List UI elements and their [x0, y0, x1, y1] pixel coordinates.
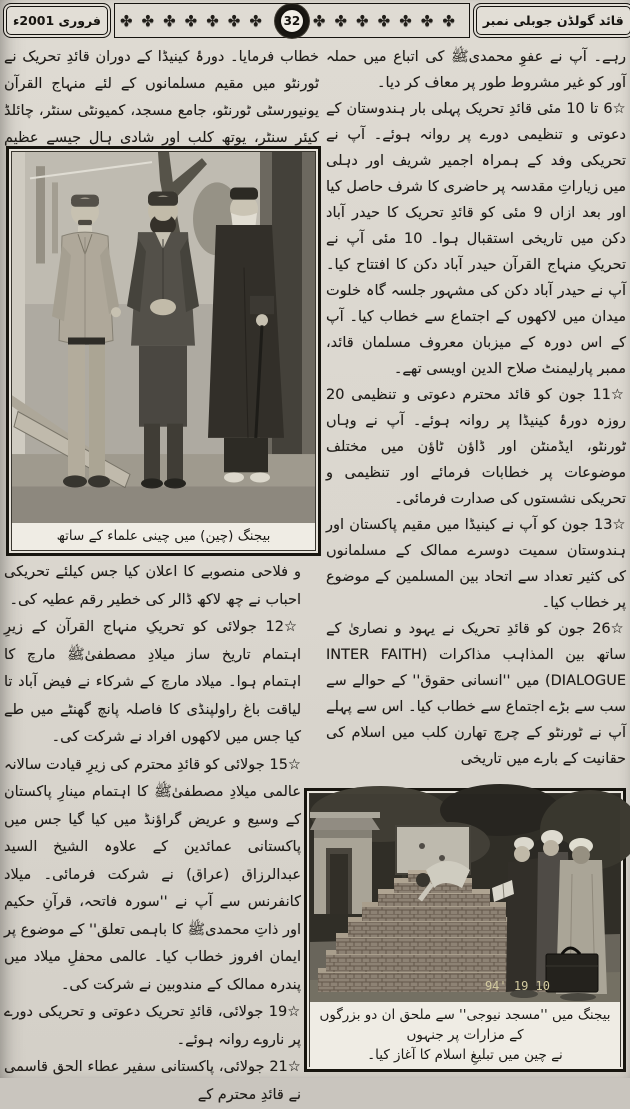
paragraph: و فلاحی منصوبے کا اعلان کیا جس کیلئے تحریکی احباب نے چھ لاکھ ڈالر کی خطیر رقم عطیہ کی۔ — [4, 564, 301, 608]
issue-date-box — [3, 3, 111, 38]
photo-niujie-tombs-frame — [304, 788, 626, 1072]
paragraph: ☆11 جون کو قائد محترم دعوتی و تنظیمی 20 روزہ دورۂ کینیڈا پر روانہ ہوئے۔ آپ نے وہاں ٹورنٹو، ایڈمنٹن اور ڈاؤن ٹاؤن میں مختلف موضوعات پر خطابات فرمائے اور تنظیمی و تحریکی نشستوں کی صدارت فرمائی۔ — [326, 387, 627, 507]
page-header — [3, 3, 627, 38]
paragraph: ☆21 جولائی، پاکستانی سفیر عطاء الحق قاسمی نے قائدِ محترم کے — [4, 1059, 301, 1103]
photo-niujie-tombs-inner — [309, 793, 621, 1067]
left-column-body — [4, 559, 302, 1103]
photo-niujie-tombs — [310, 794, 620, 1002]
photo2-caption-line2: نے چین میں تبلیغِ اسلام کا آغاز کیا۔ — [367, 1047, 563, 1063]
paragraph: رہے۔ آپ نے عفوِ محمدیﷺ کی اتباع میں حملہ آور کو غیر مشروط طور پر معاف کر دیا۔ — [326, 49, 626, 91]
paragraph: ☆12 جولائی کو تحریکِ منہاج القرآن کے زیرِ اہتمام تاریخ ساز میلادِ مصطفیٰﷺ مارچ کا اہتمام ہوا۔ میلاد مارچ کے شرکاء نے فیض آباد تا لیاقت باغ راولپنڈی کا فاصلہ پانچ گھنٹے میں طے کیا جس میں لاکھوں افراد نے شرکت کی۔ — [4, 619, 301, 745]
issue-date-label: فروری 2001ء — [13, 13, 101, 28]
edition-title-label: قائد گولڈن جوبلی نمبر — [482, 13, 624, 28]
date-stamp: 10 19 '94 — [484, 979, 550, 993]
photo2-caption-line1: بیجنگ میں ''مسجد نیوجی'' سے ملحق ان دو بزرگوں کے مزارات پر جنہوں — [319, 1007, 611, 1043]
page-number-badge: 32 — [279, 8, 305, 34]
photo-beijing-scholars-inner — [11, 151, 316, 551]
photo-beijing-scholars — [12, 152, 315, 523]
ornament-row-right: ✤✤✤✤✤✤✤ — [312, 11, 464, 30]
left-column-intro — [4, 44, 319, 145]
ornament-band — [114, 3, 470, 38]
edition-title-box — [473, 3, 630, 38]
photo2-caption — [310, 1002, 620, 1069]
photo-beijing-scholars-frame — [6, 146, 321, 556]
paragraph: ☆6 تا 10 مئی قائدِ تحریک پہلی بار ہندوستان کے دعوتی و تنظیمی دورے پر روانہ ہوئے۔ آپ نے تحریکی وفد کے ہمراہ اجمیر شریف اور دہلی میں زیاراتِ مقدسہ پر حاضری کا شرف حاصل کیا اور بعد ازاں 9 مئی کو قائدِ تحریک کا حیدر آباد دکن میں تاریخی استقبال ہوا۔ 10 مئی آپ نے تحریکِ منہاج القرآن حیدر آباد دکن کا افتتاح کیا۔ آپ نے حیدر آباد دکن کی مشہور جلسہ گاہ خلوت میدان میں لاکھوں کے اجتماع سے خطاب کیا۔ آپ کے اس دورہ کے میزبان معروف مسلمان قائد، ممبر پارلیمنٹ صلاح الدین اویسی تھے۔ — [326, 101, 627, 377]
paragraph: خطاب فرمایا۔ دورۂ کینیڈا کے دوران قائدِ تحریک نے ٹورنٹو میں مقیم مسلمانوں کے لئے منہاج القرآن یونیورسٹی ٹورنٹو، جامع مسجد، کمیونٹی سنٹر، چائلڈ کیئر سنٹر، یوتھ کلب اور شادی ہال جیسے عظیم — [4, 49, 319, 146]
paragraph: ☆13 جون کو آپ نے کینیڈا میں مقیم پاکستان اور ہندوستان سمیت دوسرے ممالک کے مسلمانوں کی کثیر تعداد سے اتحاد بین المسلمین کے موضوع پر خطاب کیا۔ — [326, 517, 626, 611]
photo1-caption: بیجنگ (چین) میں چینی علماء کے ساتھ — [12, 523, 315, 550]
paragraph: ☆15 جولائی کو قائدِ محترم کی زیرِ قیادت سالانہ عالمی میلادِ مصطفیٰﷺ کا اہتمام مینارِ پاکستان کے وسیع و عریض گراؤنڈ میں کیا گیا جس میں پاکستانی عمائدین کے علاوہ الشیخ السید عبدالرزاق (عراق) نے شرکت فرمائی۔ میلاد کانفرنس سے آپ نے ''سورہ فاتحہ، قرآنِ حکیم اور ذاتِ محمدیﷺ کا باہمی تعلق'' کے موضوع پر ایمان افروز خطاب کیا۔ عالمی محفلِ میلاد میں پندرہ ممالک کے مندوبین نے شرکت کی۔ — [4, 756, 302, 993]
paragraph: ☆26 جون کو قائدِ تحریک نے یہود و نصاریٰ کے ساتھ بین المذاہب مذاکرات (INTER FAITH DIALOGUE) میں ''انسانی حقوق'' کے حوالے سے سب سے بڑے اجتماع سے خطاب کیا۔ اس سے پہلے آپ نے ٹورنٹو کے چرچ تھارن کلب میں اسلام کی حقانیت کے بارے میں تاریخی — [326, 621, 626, 767]
ornament-row-left: ✤✤✤✤✤✤✤ — [119, 11, 271, 30]
paragraph: ☆19 جولائی، قائدِ تحریک دعوتی و تحریکی دورے پر ناروے روانہ ہوئے۔ — [4, 1004, 302, 1048]
right-column — [326, 44, 626, 786]
